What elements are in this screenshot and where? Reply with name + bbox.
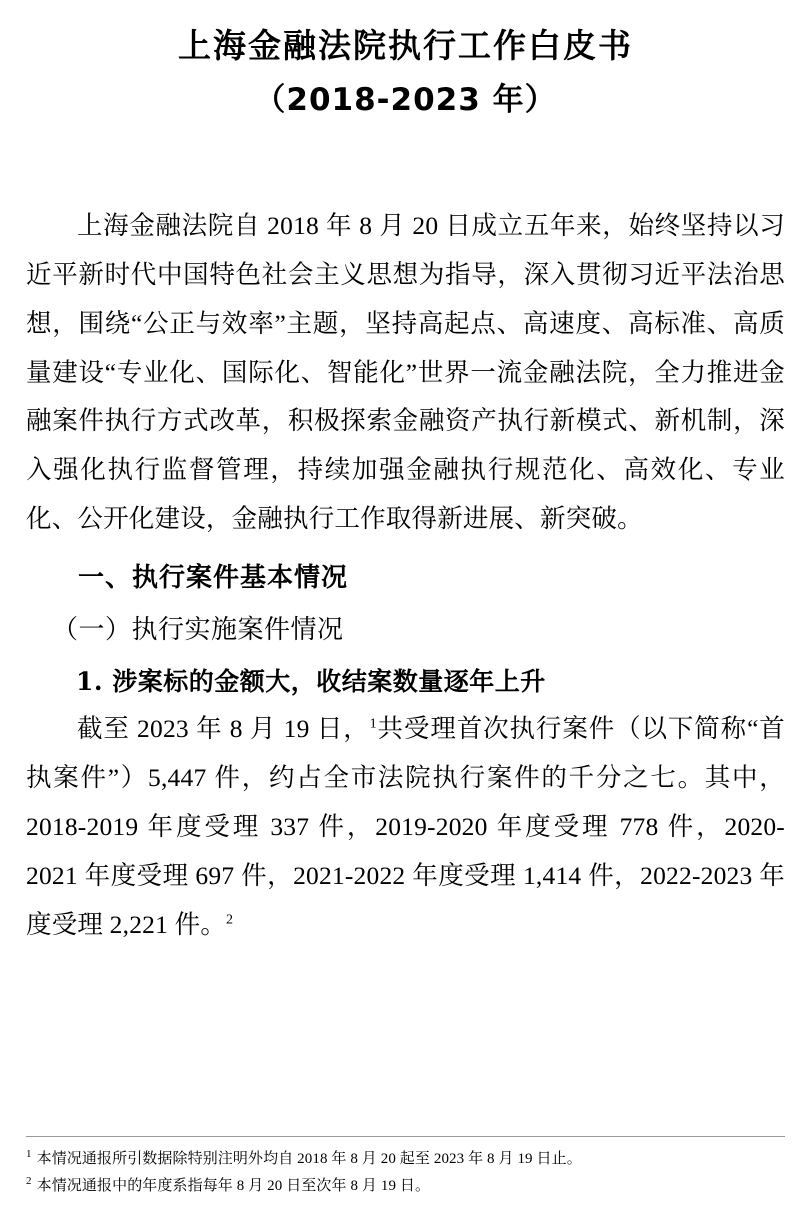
footnote-text: 本情况通报中的年度系指每年 8 月 20 日至次年 8 月 19 日。 [36, 1177, 431, 1194]
title-body-spacer [26, 124, 785, 202]
footnote-area [26, 1136, 785, 1200]
statistics-text-part1: 截至 2023 年 8 月 19 日， [77, 713, 370, 743]
footnote-divider [26, 1136, 785, 1137]
statistics-text-part2: 共受理首次执行案件（以下简称“首执案件”）5,447 件，约占全市法院执行案件的千分之七。其中，2018-2019 年度受理 337 件，2019-2020 年度受理 778 件，2020-2021 年度受理 697 件，2021-2022 年度受理 1,414 件，2022-2023 年度受理 2,221 件。 [26, 713, 785, 939]
footnote-marker: 2 [26, 1174, 32, 1187]
section-heading-level2: （一）执行实施案件情况 [52, 615, 344, 645]
page-title: 上海金融法院执行工作白皮书 [178, 26, 633, 65]
intro-paragraph: 上海金融法院自 2018 年 8 月 20 日成立五年来，始终坚持以习近平新时代中国特色社会主义思想为指导，深入贯彻习近平法治思想，围绕“公正与效率”主题，坚持高起点、高速度、高标准、高质量建设“专业化、国际化、智能化”世界一流金融法院，全力推进金融案件执行方式改革，积极探索金融资产执行新模式、新机制，深入强化执行监督管理，持续加强金融执行规范化、高效化、专业化、公开化建设，金融执行工作取得新进展、新突破。 [26, 210, 785, 534]
page-subtitle: （2018-2023 年） [254, 82, 557, 119]
footnote-item [26, 1172, 785, 1199]
section-heading-level3: 1. 涉案标的金额大，收结案数量逐年上升 [76, 666, 546, 696]
footnote-marker: 1 [26, 1147, 32, 1160]
footnote-text: 本情况通报所引数据除特别注明外均自 2018 年 8 月 20 起至 2023 年 8 月 19 日止。 [36, 1150, 582, 1167]
footnote-ref-1: 1 [369, 716, 377, 732]
statistics-paragraph [26, 705, 785, 950]
footnote-item [26, 1145, 785, 1172]
section-heading-level1: 一、执行案件基本情况 [78, 563, 349, 594]
footnote-ref-2: 2 [226, 912, 234, 928]
